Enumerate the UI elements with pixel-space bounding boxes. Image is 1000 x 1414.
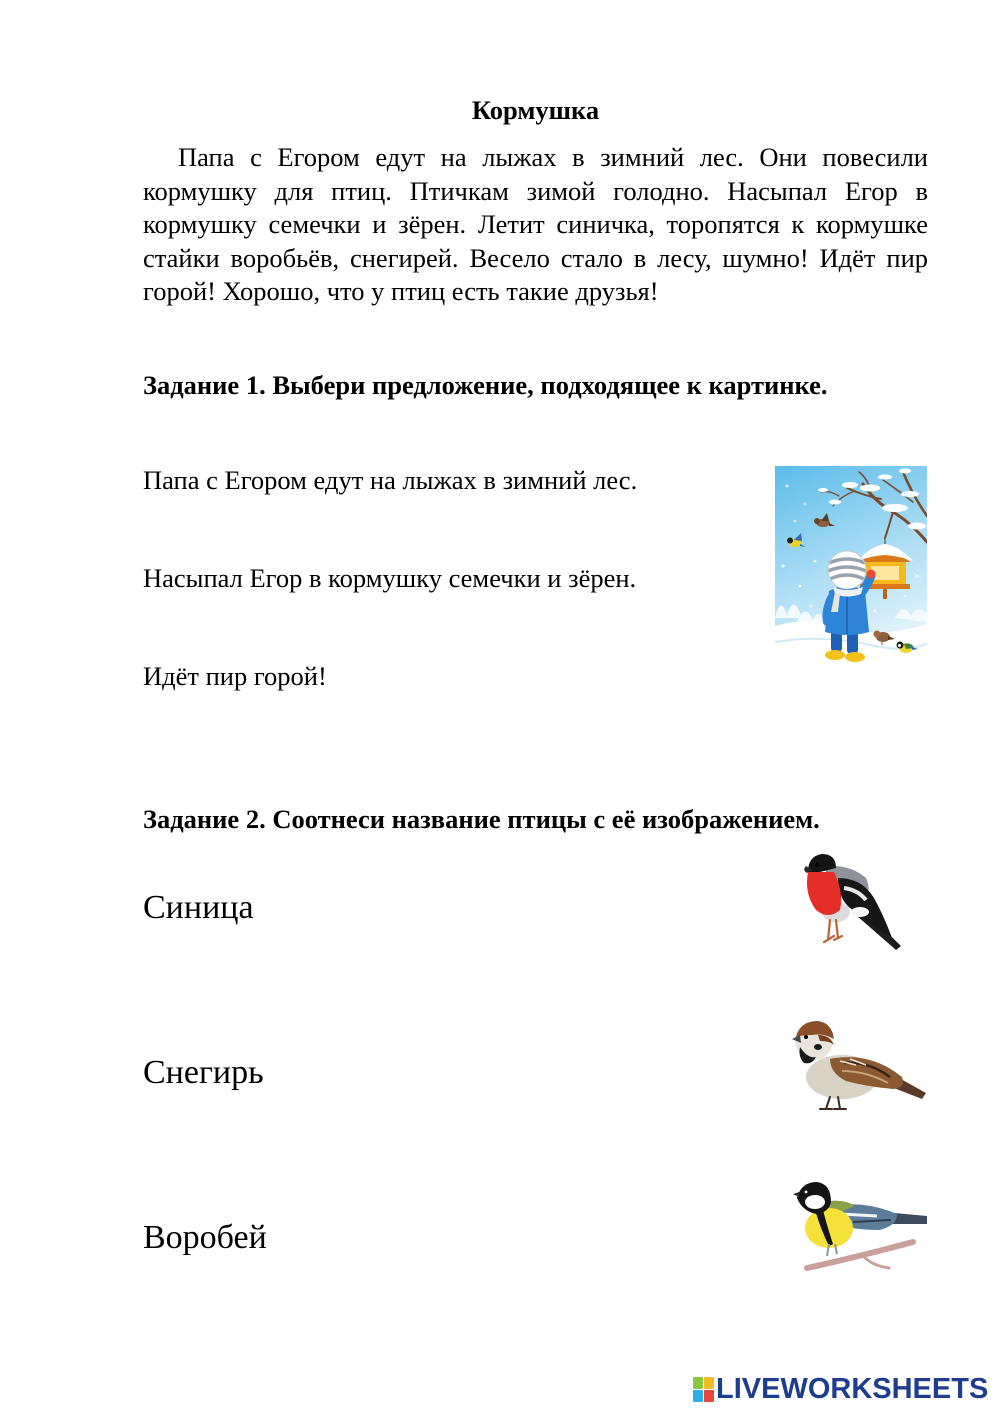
sparrow-image[interactable] — [790, 1015, 930, 1112]
story-paragraph — [143, 141, 928, 309]
page-title: Кормушка — [471, 95, 600, 125]
bird-name-vorobey[interactable]: Воробей — [143, 1219, 267, 1256]
logo-icon-graphic — [693, 1377, 714, 1402]
story-line: кормушку семечки и зёрен. Летит синичка, торопятся к кормушке — [143, 209, 928, 239]
story-line: кормушку для птиц. Птичкам зимой голодно. Насыпал Егор в — [143, 175, 928, 206]
task1-option-2[interactable]: Насыпал Егор в кормушку семечки и зёрен. — [143, 563, 637, 593]
story-line: стайки воробьёв, снегирей. Весело стало в лесу, шумно! Идёт пир — [143, 242, 928, 273]
great-tit-image[interactable] — [793, 1180, 930, 1273]
task2-heading: Задание 2. Соотнеси название птицы с её изображением. — [143, 804, 820, 834]
task1-option-1[interactable]: Папа с Егором едут на лыжах в зимний лес. — [143, 465, 638, 495]
winter-feeder-picture — [775, 466, 927, 671]
sparrow-icon — [790, 1015, 930, 1112]
bullfinch-image[interactable] — [800, 850, 906, 952]
story-line: горой! Хорошо, что у птиц есть такие друзья! — [143, 276, 659, 306]
bird-name-sinitsa[interactable]: Синица — [143, 889, 254, 926]
task1-option-3[interactable]: Идёт пир горой! — [143, 661, 327, 691]
task1-heading: Задание 1. Выбери предложение, подходящее к картинке. — [143, 370, 828, 400]
winter-feeder-illustration — [775, 466, 927, 671]
bird-name-snegir[interactable]: Снегирь — [143, 1054, 264, 1091]
bullfinch-icon — [800, 850, 906, 952]
great-tit-icon — [793, 1180, 930, 1273]
story-line: Папа с Егором едут на лыжах в зимний лес. Они повесили — [178, 142, 928, 172]
liveworksheets-logo-text: LIVEWORKSHEETS — [716, 1373, 989, 1405]
liveworksheets-logo-icon — [693, 1377, 714, 1402]
